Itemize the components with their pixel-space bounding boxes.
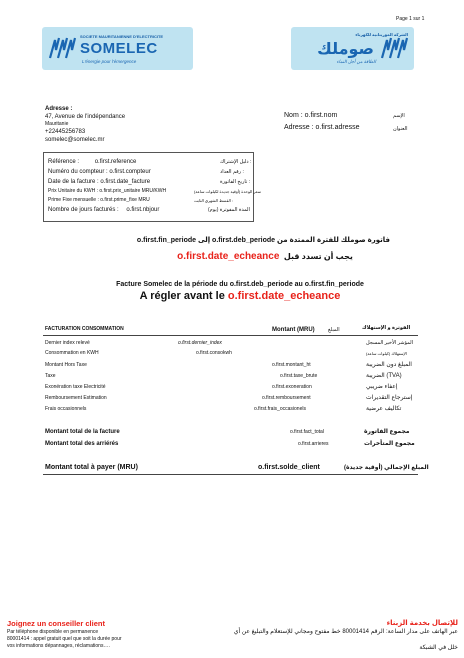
logo-tagline: L'énergie pour l'émergence	[82, 59, 137, 64]
client-name	[284, 111, 337, 120]
table-row-value: o.first.consokwh	[196, 350, 232, 356]
logo-subtitle: SOCIETE MAURITANIENNE D'ELECTRICITE	[80, 34, 164, 39]
ref-row-reference: Référence : o.first.reference	[48, 159, 137, 165]
ref-label-ar: رقم العداد :	[220, 169, 244, 175]
due-date-fr	[40, 290, 440, 302]
due-date-fr-value: o.first.date_echeance	[227, 290, 341, 302]
address-line1: 47, Avenue de l'indépendance	[45, 114, 126, 120]
total-arrieres-value: o.first.arrieres	[298, 441, 329, 447]
table-header-right-ar: الفوترة و الإستهلاك	[362, 325, 411, 331]
total-facture-value: o.first.fact_total	[290, 429, 324, 435]
address-phone: +22445256783	[45, 129, 86, 135]
table-row-value: o.first.exoneration	[272, 384, 312, 390]
ref-label-ar: سعر الوحدة (أوقية جديدة لكيلوات ساعة)	[194, 189, 261, 194]
lightning-waves-icon	[48, 36, 76, 60]
table-row-label: Consommation en KWH	[45, 350, 99, 356]
total-arrieres-label: Montant total des arriérés	[45, 441, 119, 447]
period-line-ar: فاتورة صوملك للفترة الممتدة من o.first.deb_periode إلى o.first.fin_periode	[136, 237, 390, 244]
due-date-ar-value: o.first.date_echeance	[177, 251, 280, 262]
total-facture-label: Montant total de la facture	[45, 429, 120, 435]
table-header-mid: Montant (MRU)	[272, 327, 315, 333]
total-facture-label-ar: مجموع الفاتورة	[364, 429, 410, 435]
ref-label-ar: القسط الشهري الثابت :	[194, 198, 234, 203]
client-address-label-ar: العنوان	[393, 126, 408, 132]
table-header-divider	[43, 335, 418, 336]
table-row-value: o.first.remboursement	[262, 395, 311, 401]
table-row-label-ar: إسترجاع التقديرات	[366, 395, 413, 401]
total-payer-label-ar: المبلغ الإجمالي (أوقية جديدة)	[344, 465, 429, 471]
table-row-label: Remboursement Estimation	[45, 395, 107, 401]
client-address-label: Adresse :	[284, 124, 316, 131]
table-row-label-ar: تكاليف عرضية	[366, 406, 402, 412]
footer-line1-ar: عبر الهاتف على مدار الساعة: الرقم 80001414 خط مفتوح ومجاني للإستعلام والتبليغ عن أي	[233, 629, 458, 635]
lightning-waves-icon	[380, 36, 408, 60]
logo-tagline-ar: الطاقة من أجل النماء	[336, 59, 376, 64]
client-name-label: Nom :	[284, 112, 305, 119]
total-arrieres-label-ar: مجموع المتأخرات	[364, 441, 415, 447]
footer-line2-ar: خلل في الشبكة	[419, 645, 458, 651]
table-row-value: o.first.taxe_brute	[280, 373, 318, 379]
table-row-label: Frais occasionnels	[45, 406, 87, 412]
client-address	[284, 123, 359, 132]
client-name-value: o.first.nom	[304, 112, 338, 119]
ref-row-prix: Prix Unitaire du KWH : o.first.prix_unitaire MRU/KWH	[48, 188, 167, 194]
table-header-mid-ar: المبلغ	[328, 327, 340, 333]
table-row-label-ar: الضريبة (TVA)	[366, 373, 402, 379]
footer-line2-fr: 80001414 : appel gratuit quel que soit la durée pour	[7, 636, 122, 642]
address-email: somelec@somelec.mr	[45, 137, 105, 143]
ref-label-ar: المدة المفوترة (يوم)	[208, 207, 250, 213]
due-date-fr-prefix: A régler avant le	[139, 290, 228, 302]
total-payer-value: o.first.solde_client	[258, 464, 320, 471]
ref-row-date: Date de la facture : o.first.date_facture	[48, 179, 151, 185]
table-row-label: Montant Hors Taxe	[45, 362, 87, 368]
table-header-left: FACTURATION CONSOMMATION	[45, 326, 124, 332]
logo-name: SOMELEC	[80, 40, 158, 57]
table-row-label: Exonération taxe Electricité	[45, 384, 106, 390]
ref-row-jours: Nombre de jours facturés : o.first.nbjour	[48, 207, 160, 213]
table-row-label-ar: الإستهلاك (كيلوات ساعة)	[366, 351, 407, 356]
somelec-logo	[42, 27, 193, 70]
address-line2: Mauritanie	[45, 121, 69, 127]
table-row-label-ar: المؤشر الأخير المسجل	[366, 340, 413, 346]
table-row-label-ar: إعفاء ضريبي	[366, 384, 398, 390]
table-row-label: Dernier index relevé	[45, 340, 90, 346]
total-payer-label: Montant total à payer (MRU)	[45, 464, 138, 471]
table-row-value: o.first.montant_ht	[272, 362, 311, 368]
totals-divider	[43, 474, 418, 475]
logo-name-ar: صوملك	[317, 41, 374, 58]
ref-label-ar: دليل الإشتراك :	[220, 159, 252, 165]
client-address-value: o.first.adresse	[315, 124, 360, 131]
period-line-fr: Facture Somelec de la période du o.first.deb_periode au o.first.fin_periode	[116, 281, 364, 288]
footer-title-fr: Joignez un conseiller client	[7, 619, 105, 628]
ref-label-ar: تاريخ الفاتورة :	[220, 179, 251, 185]
page-number: Page 1 sur 1	[396, 16, 425, 22]
due-date-ar	[140, 246, 390, 264]
logo-subtitle-ar: الشركة الموريتانية للكهرباء	[355, 32, 408, 37]
table-row-label: Taxe	[45, 373, 56, 379]
table-row-value: o.first.frais_occasionels	[254, 406, 306, 412]
client-name-label-ar: الإسم	[393, 113, 405, 119]
footer-line3-fr: vos informations dépannages, réclamations….	[7, 643, 110, 649]
ref-row-prime: Prime Fixe mensuelle : o.first.prime_fixe MRU	[48, 197, 150, 203]
ref-row-compteur: Numéro du compteur : o.first.compteur	[48, 169, 151, 175]
footer-title-ar: للإتصال بخدمة الزبناء	[386, 620, 458, 627]
table-row-value: o.first.dernier_index	[178, 340, 222, 346]
somelec-logo-arabic	[291, 27, 414, 70]
table-row-label-ar: المبلغ دون الضريبة	[366, 362, 412, 368]
footer-line1-fr: Par téléphone disponible en permanence	[7, 629, 99, 635]
due-date-ar-prefix: يجب أن تسدد قبل	[283, 252, 353, 261]
address-title: Adresse :	[45, 106, 73, 112]
reference-box	[43, 152, 261, 222]
